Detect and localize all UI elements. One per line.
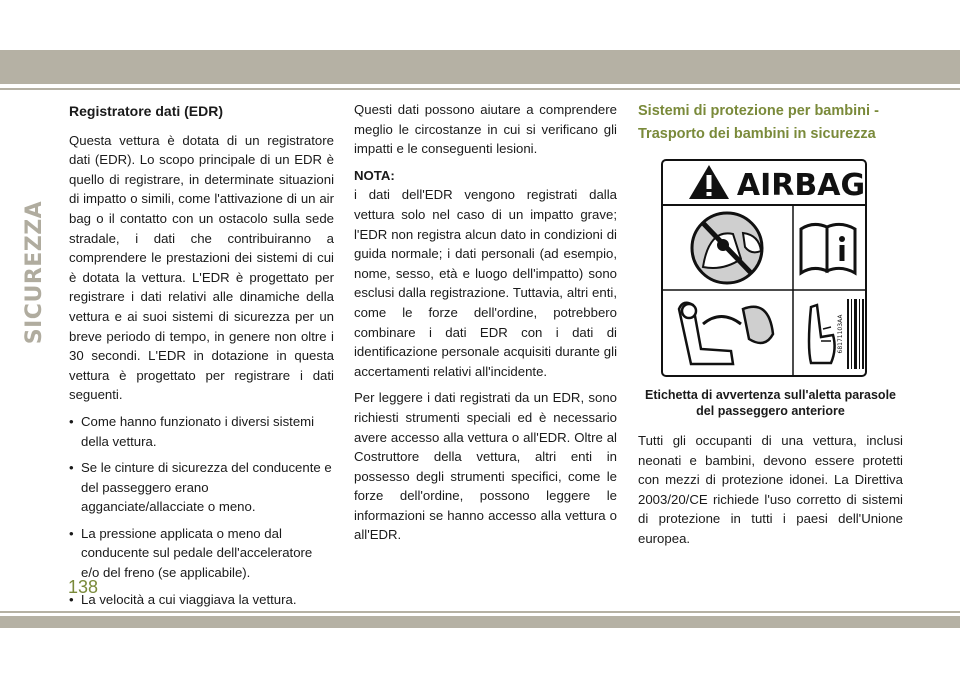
figure-caption: Etichetta di avvertenza sull'aletta parasole del passeggero anteriore (645, 388, 896, 418)
airbag-warning-label-figure (661, 159, 867, 377)
section-title: SICUREZZA (22, 200, 48, 344)
list-item: • La pressione applicata o meno dal conducente sul pedale dell'acceleratore e/o del freno (se applicabile). (69, 524, 334, 583)
note-text: i dati dell'EDR vengono registrati dalla vettura solo nel caso di un impatto grave; l'EDR non registra alcun dato in condizioni di guida normale; i dati personali (ad esempio, nome, sesso, età e luogo dell'impatto) sono esclusi dalla registrazione. Tuttavia, altri enti, come le forze dell'ordine, potrebbero combinare i dati EDR con i dati di identificazione personale acquisiti durante gli accertamenti relativi all'incidente. (354, 187, 617, 379)
column-right (638, 100, 903, 556)
note-title: NOTA: (354, 167, 395, 183)
list-item: • La velocità a cui viaggiava la vettura. (69, 590, 334, 610)
column-middle (354, 100, 617, 552)
manual-info-icon (801, 224, 855, 273)
child-protection-paragraph: Tutti gli occupanti di una vettura, inclusi neonati e bambini, devono essere protetti con mezzi di protezione idonei. La Direttiva 2003/20/CE richiede l'uso corretto di sistemi di protezione in tutti i paesi dell'Unione europea. (638, 433, 903, 546)
footer-band (0, 616, 960, 628)
edr-intro-paragraph: Questa vettura è dotata di un registratore dati (EDR). Lo scopo principale di un EDR è quello di registrare, in determinate situazioni di impatto o simili, come l'attivazione di un air bag o il contatto con un ostacolo sulla sede stradale, i dati che contribuiranno a comprendere le prestazioni dei sistemi di cui è dotata la vettura. L'EDR è progettato per registrare i dati relativi alle dinamiche della vettura e ai suoi sistemi di sicurezza per un breve periodo di tempo, in genere non oltre i 30 secondi. L'EDR in dotazione in questa vettura è progettato per registrare i dati seguenti. (69, 132, 334, 403)
label-airbag-title: AIRBAG (736, 168, 866, 203)
column-left (69, 100, 334, 616)
page-number: 138 (68, 577, 99, 597)
footer-rule (0, 611, 960, 613)
edr-data-list (69, 412, 334, 609)
no-rear-facing-child-seat-icon (692, 213, 762, 283)
header-band (0, 50, 960, 84)
list-item: • Come hanno funzionato i diversi sistemi della vettura. (69, 412, 334, 451)
header-rule (0, 88, 960, 90)
edr-access-paragraph: Per leggere i dati registrati da un EDR, sono richiesti strumenti speciali ed è necessario avere accesso alla vettura o all'EDR. Oltre al Costruttore della vettura, altri enti in possesso degli strumenti specifici, come le forze dell'ordine, possono leggere le informazioni se hanno accesso alla vettura o all'EDR. (354, 390, 617, 543)
edr-heading: Registratore dati (EDR) (69, 103, 224, 119)
child-protection-heading: Sistemi di protezione per bambini - Trasporto dei bambini in sicurezza (638, 103, 879, 142)
section-side-label (22, 200, 48, 344)
list-item: • Se le cinture di sicurezza del conducente e del passeggero erano agganciate/allacciate o meno. (69, 458, 334, 517)
edr-purpose-paragraph: Questi dati possono aiutare a comprendere meglio le circostanze in cui si verificano gli impatti e le conseguenti lesioni. (354, 102, 617, 157)
label-part-code: 68171103AA (837, 314, 844, 354)
